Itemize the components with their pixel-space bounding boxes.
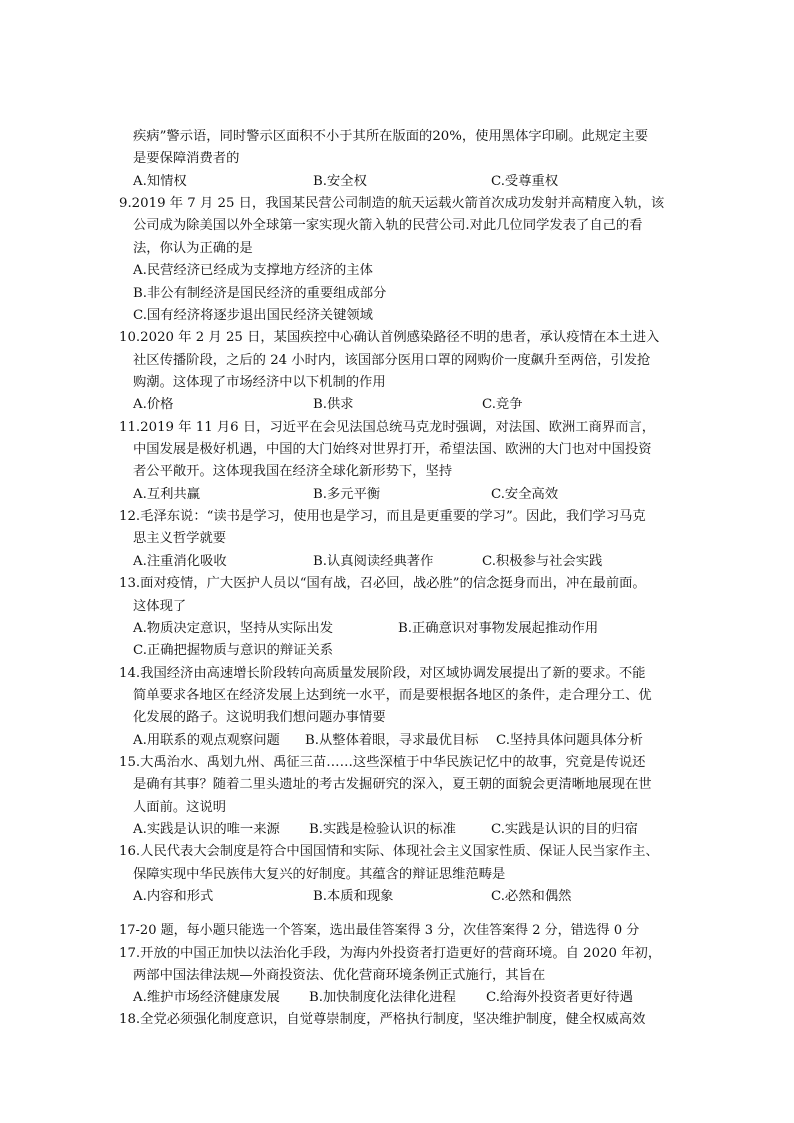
q13-option-c: C.正确把握物质与意识的辩证关系 (133, 643, 334, 658)
q9-option-b: B.非公有制经济是国民经济的重要组成部分 (133, 286, 387, 301)
q9-line-2: 公司成为除美国以外全球第一家实现火箭入轨的民营公司.对此几位同学发表了自己的看 (133, 218, 643, 233)
q16-option-b: B.本质和现象 (313, 889, 394, 904)
q8-option-a: A.知情权 (133, 174, 187, 189)
q15-line-1: 15.大禹治水、禹划九州、禹征三苗……这些深植于中华民族记忆中的故事，究竟是传说还 (119, 755, 646, 770)
q12-option-a: A.注重消化吸收 (133, 554, 227, 569)
q8-option-c: C.受尊重权 (491, 174, 559, 189)
q10-line-2: 社区传播阶段，之后的 24 小时内，该国部分医用口罩的网购价一度飙升至两倍，引发抢 (133, 353, 651, 368)
q15-option-b: B.实践是检验认识的标准 (309, 822, 456, 837)
q17-line-2: 两部中国法律法规—外商投资法、优化营商环境条例正式施行，其旨在 (133, 968, 546, 983)
q18-line-1: 18.全党必须强化制度意识，自觉尊崇制度，严格执行制度，坚决维护制度，健全权威高效 (119, 1012, 646, 1027)
q10-option-c: C.竞争 (482, 397, 523, 412)
q14-option-b: B.从整体着眼，寻求最优目标 (305, 733, 479, 748)
q14-line-2: 简单要求各地区在经济发展上达到统一水平，而是要根据各地区的条件，走合理分工、优 (133, 688, 652, 703)
q16-line-1: 16.人民代表大会制度是符合中国国情和实际、体现社会主义国家性质、保证人民当家作主、 (119, 844, 659, 859)
q8-option-b: B.安全权 (313, 174, 367, 189)
q16-line-2: 保障实现中华民族伟大复兴的好制度。其蕴含的辩证思维范畴是 (133, 867, 506, 882)
q17-option-c: C.给海外投资者更好待遇 (486, 990, 633, 1005)
q12-line-1: 12.毛泽东说：“读书是学习，使用也是学习，而且是更重要的学习”。因此，我们学习马克 (119, 509, 646, 524)
q14-line-3: 化发展的路子。这说明我们想问题办事情要 (133, 710, 386, 725)
section-instruction: 17-20 题，每小题只能选一个答案，选出最佳答案得 3 分，次佳答案得 2 分，错选得 0 分 (119, 923, 640, 938)
q17-option-a: A.维护市场经济健康发展 (133, 990, 280, 1005)
q9-option-a: A.民营经济已经成为支撑地方经济的主体 (133, 263, 373, 278)
q9-line-1: 9.2019 年 7 月 25 日，我国某民营公司制造的航天运载火箭首次成功发射并高精度入轨，该 (119, 196, 665, 211)
q13-line-2: 这体现了 (133, 599, 187, 614)
q11-option-b: B.多元平衡 (313, 487, 381, 502)
q11-option-a: A.互利共赢 (133, 487, 201, 502)
q13-option-a: A.物质决定意识，坚持从实际出发 (133, 621, 333, 636)
q11-line-3: 者公平敞开。这体现我国在经济全球化新形势下，坚持 (133, 464, 453, 479)
q13-option-b: B.正确意识对事物发展起推动作用 (398, 621, 599, 636)
q12-line-2: 思主义哲学就要 (133, 531, 227, 546)
q11-option-c: C.安全高效 (491, 487, 559, 502)
q11-line-2: 中国发展是极好机遇，中国的大门始终对世界打开，希望法国、欧洲的大门也对中国投资 (133, 442, 652, 457)
q15-option-a: A.实践是认识的唯一来源 (133, 822, 280, 837)
q16-option-a: A.内容和形式 (133, 889, 214, 904)
q14-option-a: A.用联系的观点观察问题 (133, 733, 280, 748)
q17-option-b: B.加快制度化法律化进程 (309, 990, 456, 1005)
q14-line-1: 14.我国经济由高速增长阶段转向高质量发展阶段，对区域协调发展提出了新的要求。不能 (119, 666, 646, 681)
q9-line-3: 法，你认为正确的是 (133, 241, 253, 256)
q12-option-b: B.认真阅读经典著作 (313, 554, 434, 569)
q10-option-a: A.价格 (133, 397, 174, 412)
q13-line-1: 13.面对疫情，广大医护人员以“国有战，召必回，战必胜”的信念挺身而出，冲在最前面。 (119, 576, 646, 591)
q9-option-c: C.国有经济将逐步退出国民经济关键领域 (133, 308, 373, 323)
q10-line-3: 购潮。这体现了市场经济中以下机制的作用 (133, 375, 386, 390)
q15-line-3: 人面前。这说明 (133, 800, 227, 815)
q11-line-1: 11.2019 年 11 月6 日，习近平在会见法国总统马克龙时强调，对法国、欧洲工商界而言， (119, 420, 656, 435)
q17-line-1: 17.开放的中国正加快以法治化手段，为海内外投资者打造更好的营商环境。自 2020 年初， (119, 946, 662, 961)
q8-line-2: 是要保障消费者的 (133, 151, 240, 166)
q14-option-c: C.坚持具体问题具体分析 (496, 733, 643, 748)
q10-line-1: 10.2020 年 2 月 25 日，某国疾控中心确认首例感染路径不明的患者，承认疫情在本土进入 (119, 330, 660, 345)
q15-line-2: 是确有其事？随着二里头遗址的考古发掘研究的深入，夏王朝的面貌会更清晰地展现在世 (133, 777, 652, 792)
q12-option-c: C.积极参与社会实践 (482, 554, 603, 569)
q16-option-c: C.必然和偶然 (491, 889, 572, 904)
q8-line-1: 疾病”警示语，同时警示区面积不小于其所在版面的20%，使用黑体字印刷。此规定主要 (133, 129, 649, 144)
q10-option-b: B.供求 (313, 397, 354, 412)
q15-option-c: C.实践是认识的目的归宿 (491, 822, 638, 837)
